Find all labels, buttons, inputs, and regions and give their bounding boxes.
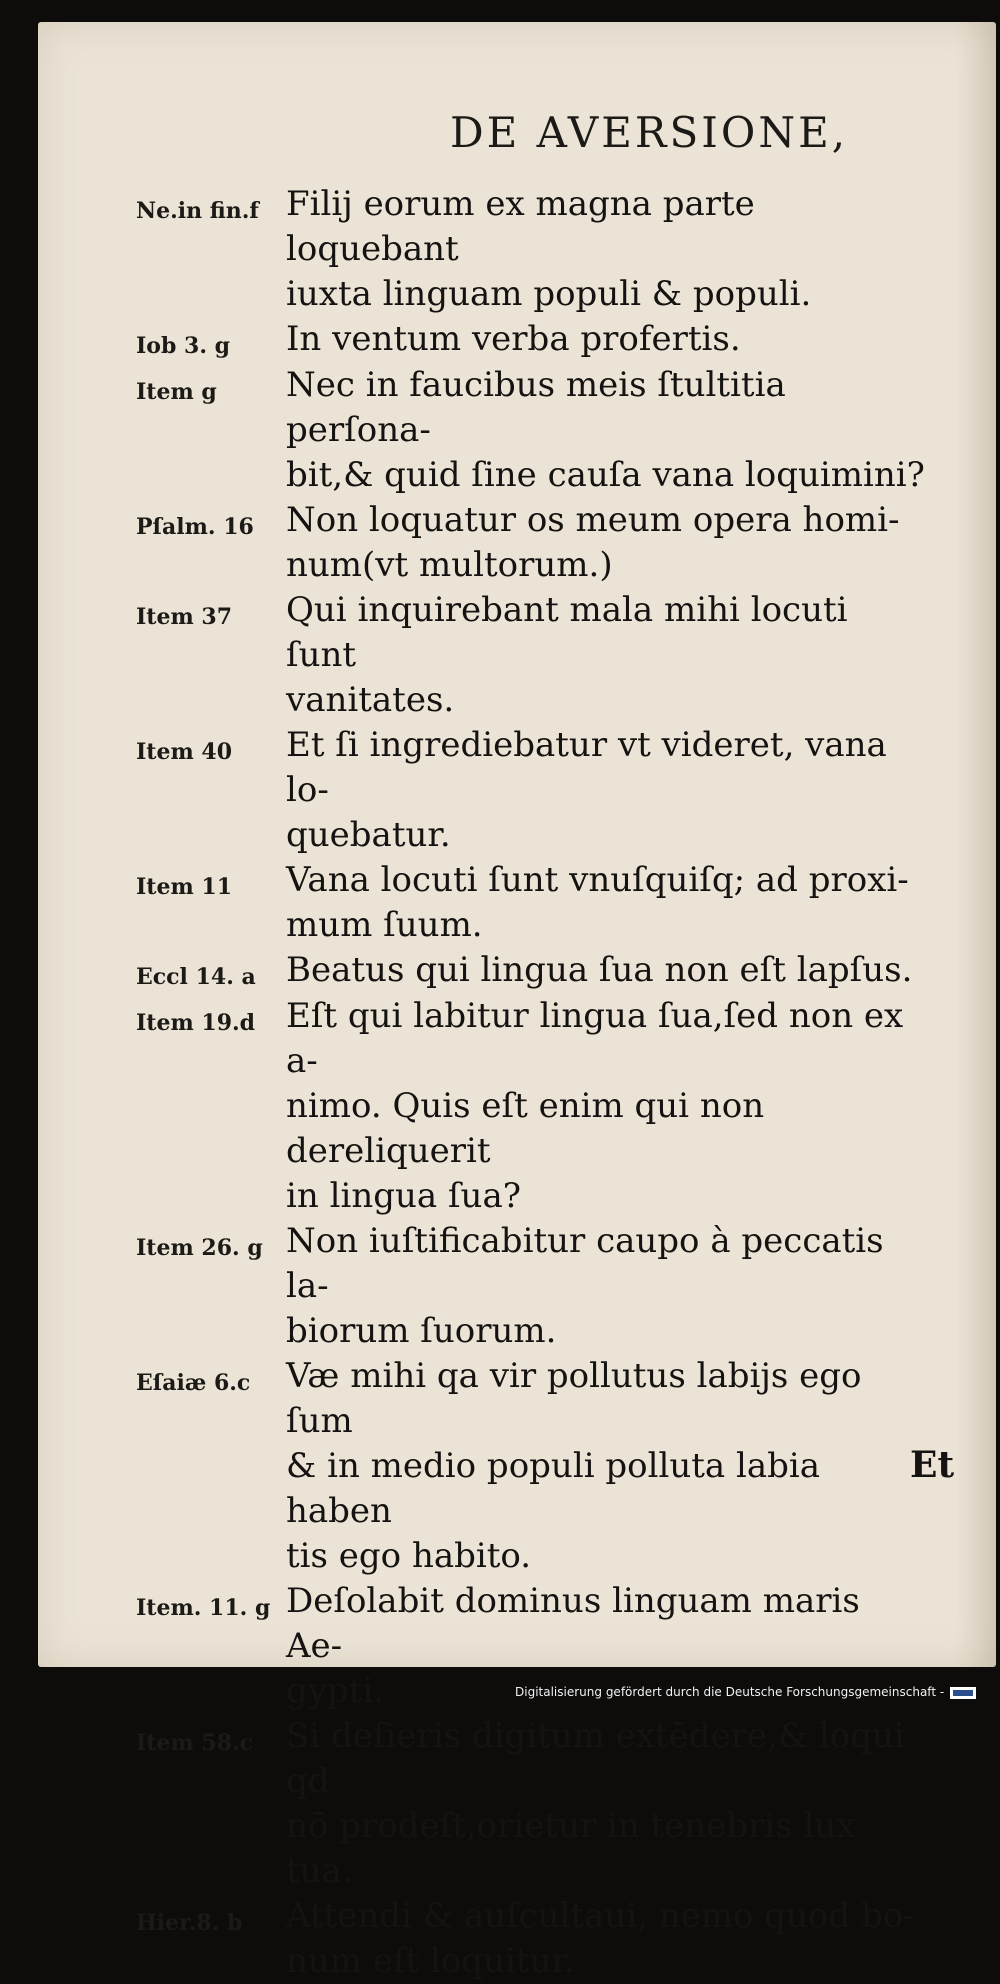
text-line: Attendi & auſcultaui, nemo quod bo- <box>286 1896 915 1936</box>
entry-text <box>286 1714 926 1894</box>
entry <box>38 994 996 1219</box>
text-line: num eſt loquitur. <box>286 1941 575 1981</box>
text-line: Vana locuti ſunt vnuſquiſq; ad proxi- <box>286 860 909 900</box>
text-line: quebatur. <box>286 815 451 855</box>
text-line: Væ mihi qa vir pollutus labijs ego ſum <box>286 1356 862 1441</box>
marginal-reference: Iob 3. g <box>136 333 231 359</box>
text-line: bit,& quid ſine cauſa vana loquimini? <box>286 455 925 495</box>
text-line: num(vt multorum.) <box>286 545 613 585</box>
text-line: in lingua ſua? <box>286 1176 521 1216</box>
marginal-reference: Item. 11. g <box>136 1595 271 1621</box>
text-line: Filij eorum ex magna parte loquebant <box>286 184 755 269</box>
text-line: Qui inquirebant mala mihi locuti ſunt <box>286 590 848 675</box>
marginal-reference: Eſaiæ 6.c <box>136 1370 251 1396</box>
entry <box>38 1354 996 1579</box>
marginal-reference: Item 26. g <box>136 1235 263 1261</box>
text-line: iuxta linguam populi & populi. <box>286 274 812 314</box>
text-line: Et ſi ingrediebatur vt videret, vana lo- <box>286 725 887 810</box>
entry <box>38 363 996 498</box>
entry <box>38 588 996 723</box>
text-line: Deſolabit dominus linguam maris Ae- <box>286 1581 860 1666</box>
digitization-note-text: Digitalisierung gefördert durch die Deutsche Forschungsgemeinschaft - <box>515 1685 945 1699</box>
entry-text <box>286 363 926 498</box>
entry-text <box>286 1219 926 1354</box>
entry-text <box>286 723 926 858</box>
text-line: Si deſieris digitum extēdere,& loqui qd <box>286 1716 905 1801</box>
text-line: tis ego habito. <box>286 1536 532 1576</box>
entry-text <box>286 317 926 362</box>
entry-text <box>286 588 926 723</box>
marginal-reference: Hier.8. b <box>136 1910 243 1936</box>
text-line: mum ſuum. <box>286 905 483 945</box>
marginal-reference: Ne.in fin.f <box>136 198 259 224</box>
marginal-reference: Eccl 14. a <box>136 964 256 990</box>
text-line: biorum ſuorum. <box>286 1311 557 1351</box>
marginal-reference: Item g <box>136 379 217 405</box>
entry <box>38 182 996 317</box>
digitization-note <box>515 1685 976 1699</box>
entry-text <box>286 1894 926 1984</box>
entry-text <box>286 994 926 1219</box>
entry <box>38 1894 996 1984</box>
entry <box>38 1714 996 1894</box>
text-line: nō prodeſt,orietur in tenebris lux tua. <box>286 1806 856 1891</box>
catchword: Et <box>910 1444 955 1486</box>
entry <box>38 1219 996 1354</box>
text-line: vanitates. <box>286 680 455 720</box>
entry-text <box>286 948 926 993</box>
entry-text <box>286 182 926 317</box>
text-line: Non iuſtificabitur caupo à peccatis la- <box>286 1221 884 1306</box>
running-head: DE AVERSIONE, <box>450 108 849 157</box>
text-line: Eſt qui labitur lingua ſua,ſed non ex a- <box>286 996 904 1081</box>
entry <box>38 317 996 363</box>
text-line: In ventum verba profertis. <box>286 319 741 359</box>
entry-text <box>286 858 926 948</box>
entries-list <box>38 182 996 1984</box>
marginal-reference: Item 37 <box>136 604 233 630</box>
entry <box>38 948 996 994</box>
marginal-reference: Pſalm. 16 <box>136 514 254 540</box>
entry <box>38 723 996 858</box>
text-line: Beatus qui lingua ſua non eſt lapſus. <box>286 950 913 990</box>
marginal-reference: Item 40 <box>136 739 233 765</box>
marginal-reference: Item 11 <box>136 874 233 900</box>
entry <box>38 498 996 588</box>
text-line: Non loquatur os meum opera homi- <box>286 500 900 540</box>
marginal-reference: Item 19.d <box>136 1010 256 1036</box>
entry-text <box>286 498 926 588</box>
text-line: Nec in faucibus meis ſtultitia perſona- <box>286 365 786 450</box>
text-line: gypti. <box>286 1671 385 1711</box>
entry-text <box>286 1354 926 1579</box>
marginal-reference: Item 58.c <box>136 1730 254 1756</box>
dfg-logo-icon <box>950 1687 976 1699</box>
text-line: nimo. Quis eſt enim qui non dereliquerit <box>286 1086 765 1171</box>
text-line: & in medio populi polluta labia haben <box>286 1446 821 1531</box>
entry <box>38 858 996 948</box>
